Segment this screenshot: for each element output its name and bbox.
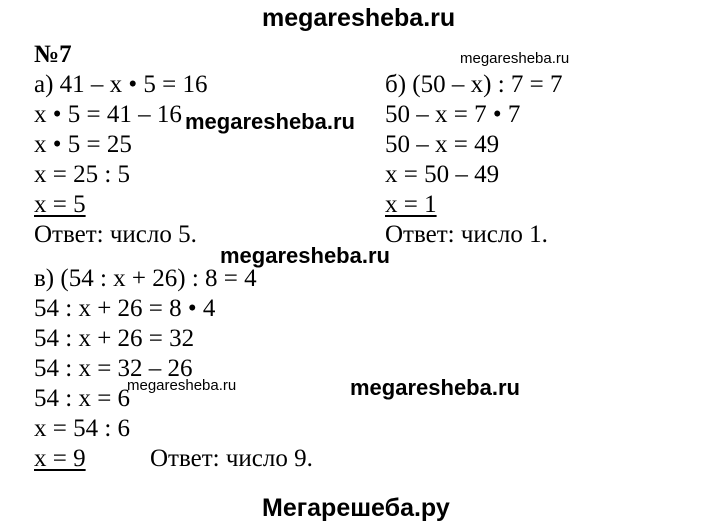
watermark-3: megaresheba.ru bbox=[220, 243, 390, 268]
header-watermark: megaresheba.ru bbox=[262, 4, 456, 32]
part-c-line-6: x = 54 : 6 bbox=[34, 415, 131, 442]
part-b-line-1: б) (50 – x) : 7 = 7 bbox=[385, 71, 563, 98]
part-c-result: x = 9 bbox=[34, 445, 86, 472]
part-a-result: x = 5 bbox=[34, 191, 86, 218]
part-a-answer: Ответ: число 5. bbox=[34, 221, 197, 248]
watermark-2: megaresheba.ru bbox=[185, 109, 355, 134]
watermark-1: megaresheba.ru bbox=[460, 50, 570, 67]
part-b-line-4: x = 50 – 49 bbox=[385, 161, 500, 188]
part-c-line-4: 54 : x = 32 – 26 bbox=[34, 355, 193, 382]
footer-watermark: Мегарешеба.ру bbox=[262, 494, 450, 522]
part-a-line-1: а) 41 – x • 5 = 16 bbox=[34, 71, 208, 98]
part-c-line-1: в) (54 : x + 26) : 8 = 4 bbox=[34, 265, 257, 292]
watermark-4: megaresheba.ru bbox=[127, 377, 237, 394]
part-b-result: x = 1 bbox=[385, 191, 437, 218]
part-a-line-4: x = 25 : 5 bbox=[34, 161, 131, 188]
part-a-line-2: x • 5 = 41 – 16 bbox=[34, 101, 182, 128]
part-b-line-3: 50 – x = 49 bbox=[385, 131, 500, 158]
part-c-answer: Ответ: число 9. bbox=[150, 445, 313, 472]
part-b-answer: Ответ: число 1. bbox=[385, 221, 548, 248]
part-c-line-3: 54 : x + 26 = 32 bbox=[34, 325, 195, 352]
part-b-line-2: 50 – x = 7 • 7 bbox=[385, 101, 521, 128]
part-c-line-2: 54 : x + 26 = 8 • 4 bbox=[34, 295, 216, 322]
watermark-5: megaresheba.ru bbox=[350, 375, 520, 400]
problem-number: №7 bbox=[34, 41, 72, 68]
part-a-line-3: x • 5 = 25 bbox=[34, 131, 132, 158]
part-c-line-5: 54 : x = 6 bbox=[34, 385, 131, 412]
